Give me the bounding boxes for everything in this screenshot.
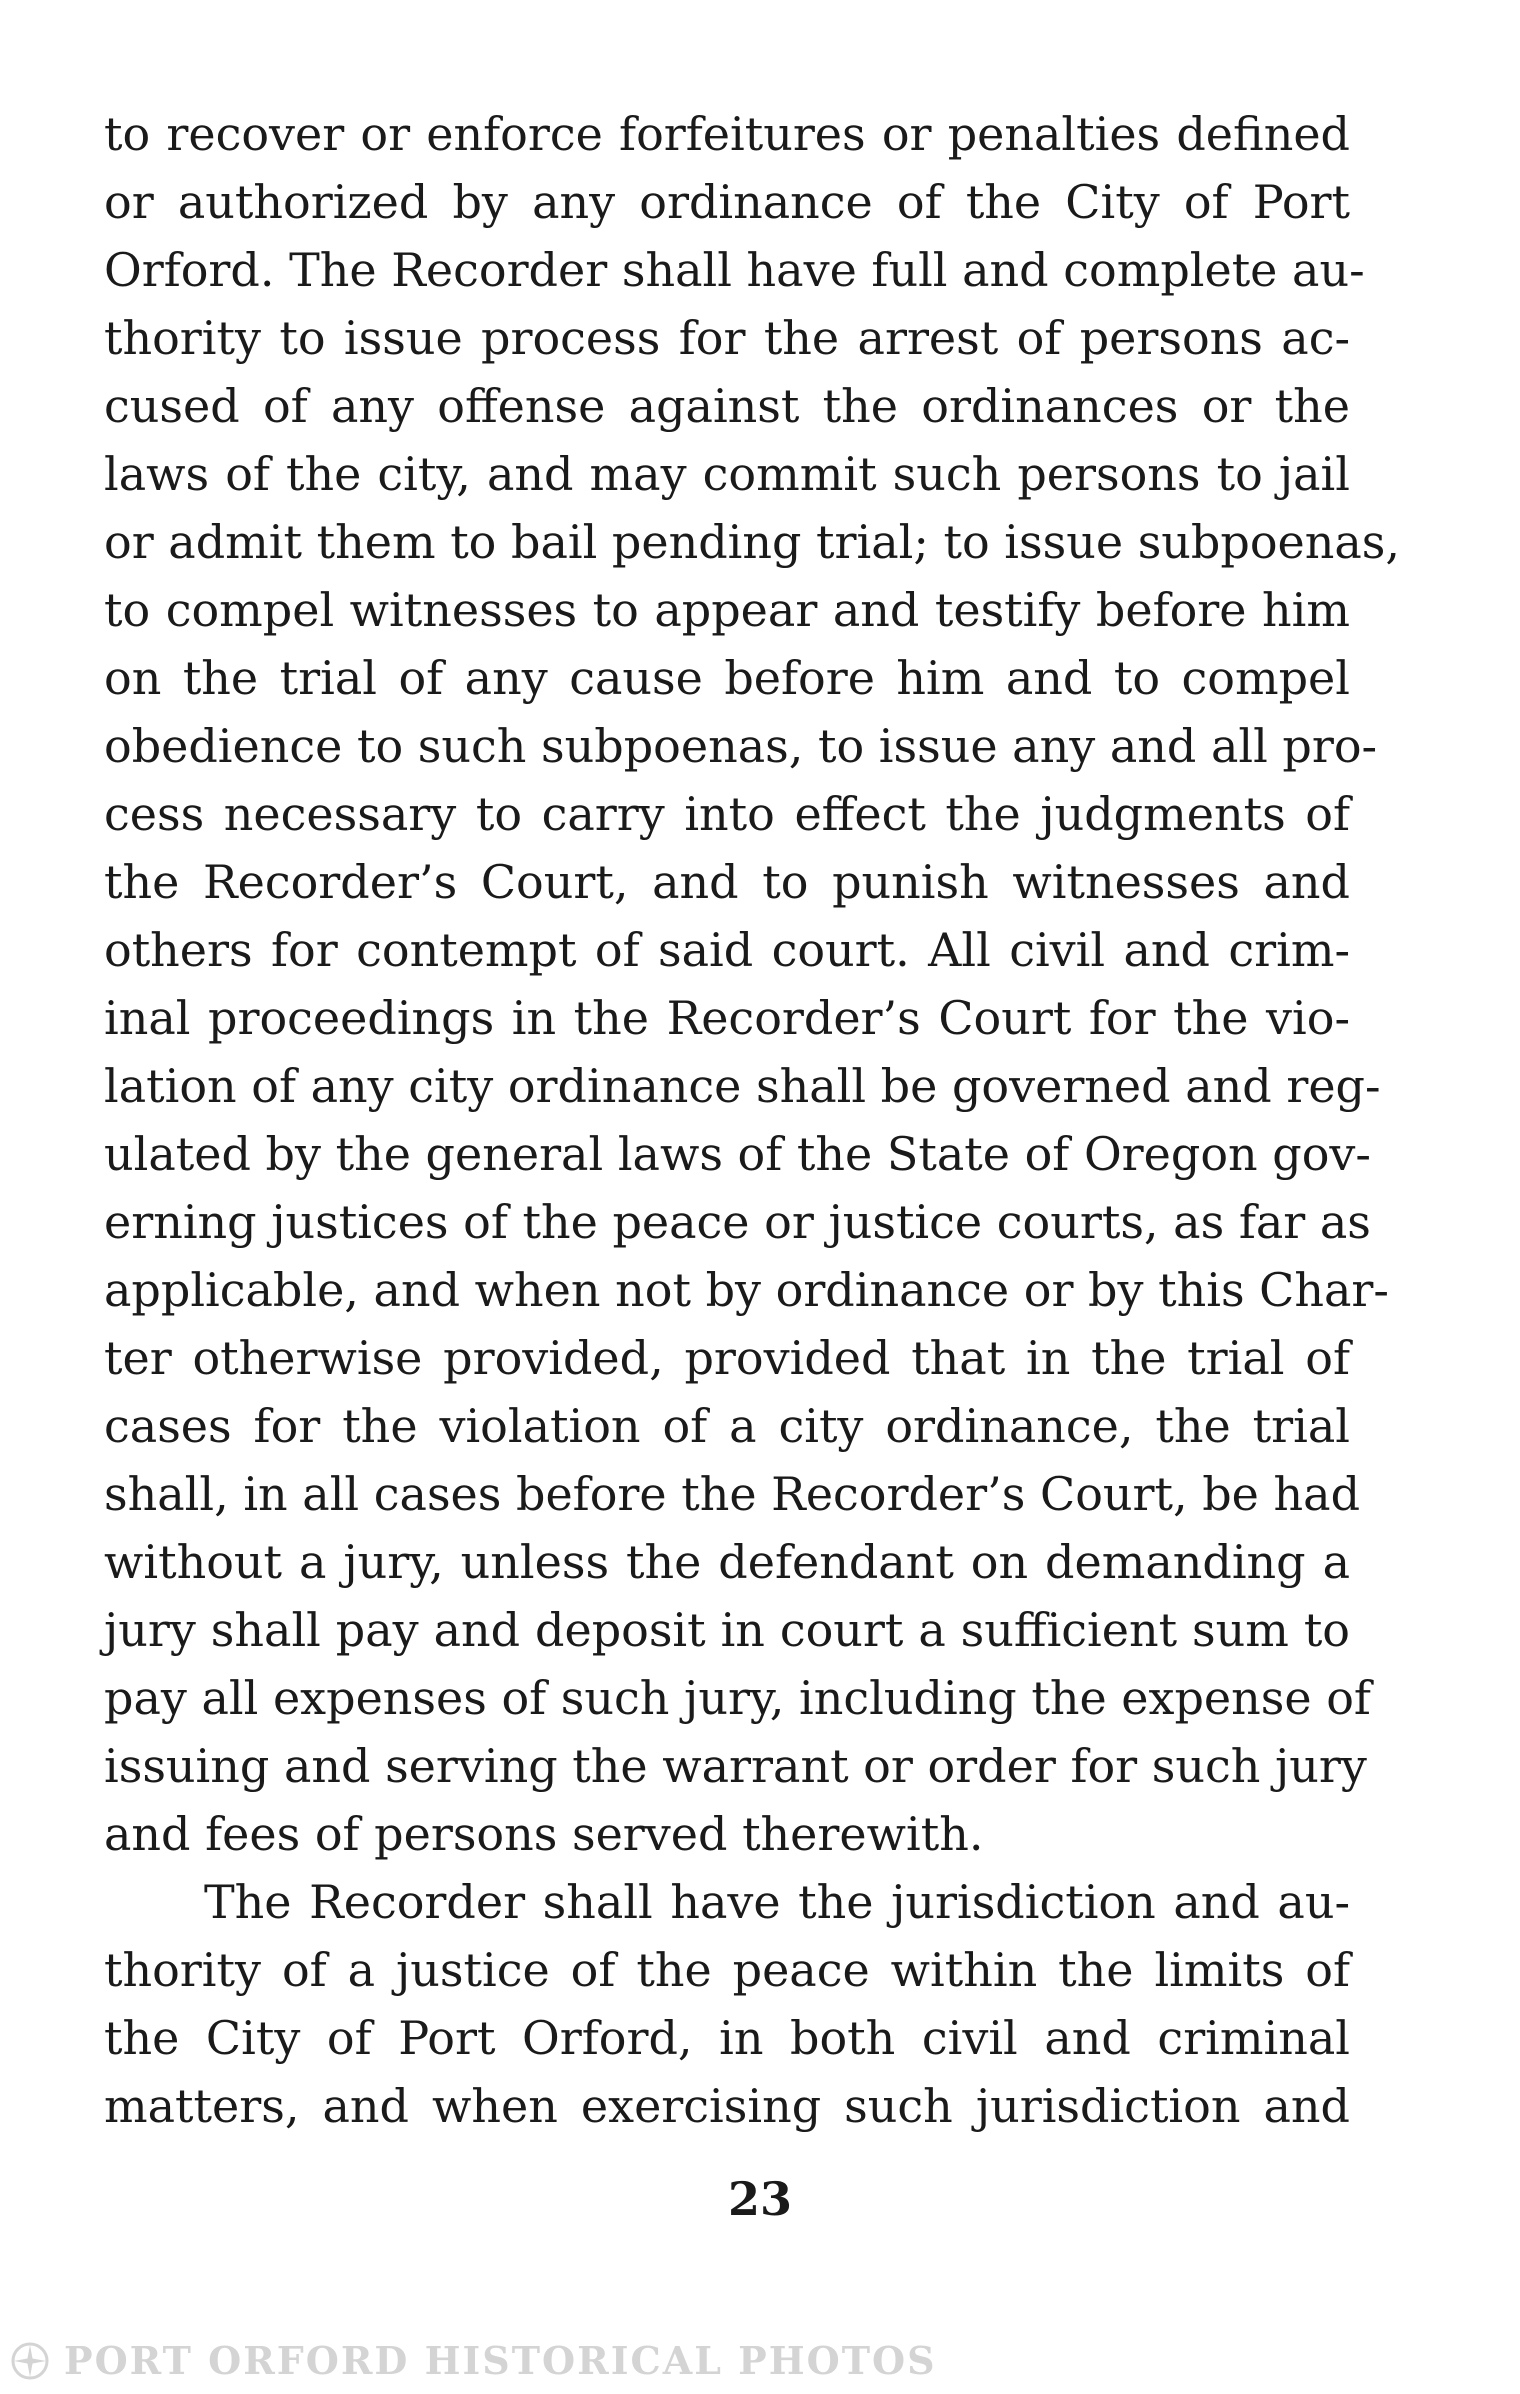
text-line: issuing and serving the warrant or order for such jury	[104, 1739, 1367, 1793]
body-text	[104, 100, 1401, 2140]
text-line: ter otherwise provided, provided that in the trial of	[104, 1331, 1350, 1385]
text-line: cases for the violation of a city ordinance, the trial	[104, 1399, 1350, 1453]
text-line: and fees of persons served therewith.	[104, 1807, 984, 1861]
compass-rose-icon	[10, 2341, 50, 2381]
text-line: others for contempt of said court. All civil and crim-	[104, 923, 1350, 977]
text-line: to recover or enforce forfeitures or penalties defined	[104, 107, 1350, 161]
text-line: thority of a justice of the peace within the limits of	[104, 1943, 1350, 1997]
text-line: matters, and when exercising such jurisdiction and	[104, 2079, 1350, 2133]
text-line: Orford. The Recorder shall have full and complete au-	[104, 243, 1365, 297]
text-line: lation of any city ordinance shall be governed and reg-	[104, 1059, 1381, 1113]
text-line: The Recorder shall have the jurisdiction and au-	[204, 1875, 1350, 1929]
text-line: on the trial of any cause before him and to compel	[104, 651, 1350, 705]
text-line: the City of Port Orford, in both civil and criminal	[104, 2011, 1350, 2065]
text-line: or authorized by any ordinance of the City of Port	[104, 175, 1350, 229]
text-line: jury shall pay and deposit in court a sufficient sum to	[104, 1603, 1350, 1657]
text-line: erning justices of the peace or justice courts, as far as	[104, 1195, 1371, 1249]
text-line: obedience to such subpoenas, to issue any and all pro-	[104, 719, 1378, 773]
text-line: or admit them to bail pending trial; to issue subpoenas,	[104, 515, 1401, 569]
text-line: pay all expenses of such jury, including the expense of	[104, 1671, 1371, 1725]
text-line: to compel witnesses to appear and testify before him	[104, 583, 1350, 637]
text-line: applicable, and when not by ordinance or by this Char-	[104, 1263, 1389, 1317]
watermark-text: PORT ORFORD HISTORICAL PHOTOS	[64, 2338, 937, 2383]
text-line: laws of the city, and may commit such persons to jail	[104, 447, 1350, 501]
text-line: shall, in all cases before the Recorder’s Court, be had	[104, 1467, 1361, 1521]
text-line: thority to issue process for the arrest of persons ac-	[104, 311, 1350, 365]
page-number: 23	[727, 2172, 792, 2226]
watermark	[10, 2338, 937, 2383]
text-line: cused of any offense against the ordinances or the	[104, 379, 1350, 433]
text-line: the Recorder’s Court, and to punish witnesses and	[104, 855, 1350, 909]
text-line: ulated by the general laws of the State of Oregon gov-	[104, 1127, 1371, 1181]
text-line: inal proceedings in the Recorder’s Court for the vio-	[104, 991, 1350, 1045]
text-line: cess necessary to carry into effect the judgments of	[104, 787, 1350, 841]
text-line: without a jury, unless the defendant on demanding a	[104, 1535, 1350, 1589]
